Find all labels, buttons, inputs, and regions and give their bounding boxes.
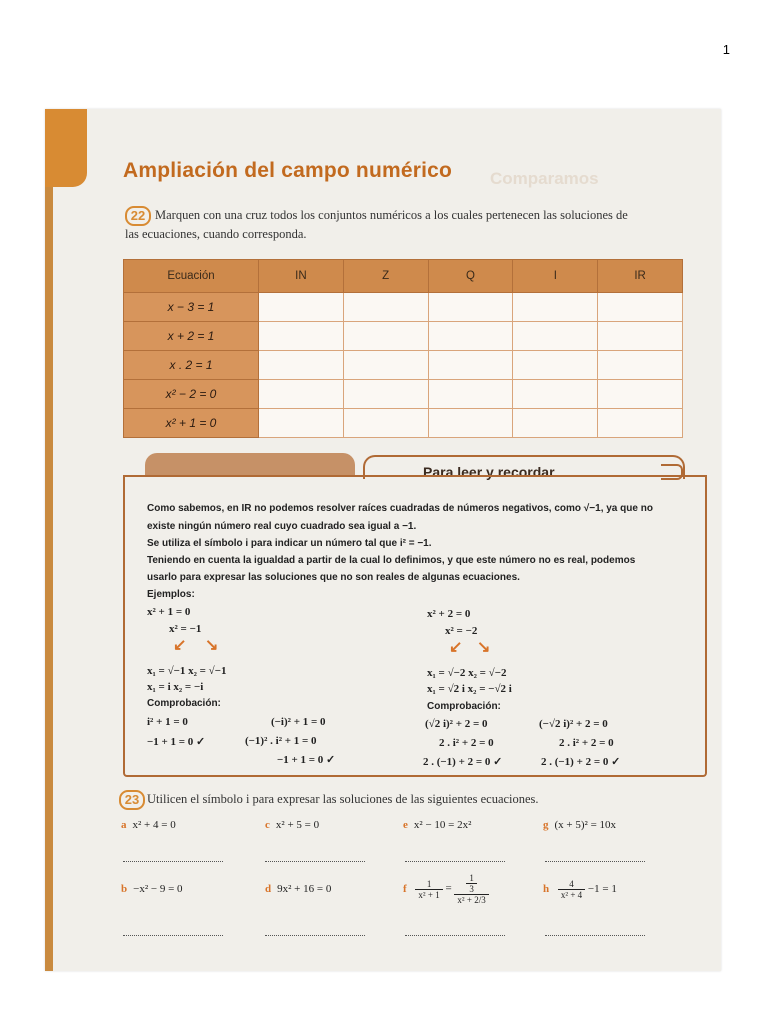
left-check-2b: (−1)² . i² + 1 = 0 <box>245 735 317 747</box>
left-example-solutions: x₁ = √−1 x₂ = √−1 <box>147 665 227 677</box>
left-check-3: −1 + 1 = 0 ✓ <box>277 754 336 766</box>
item-letter: e <box>403 819 408 831</box>
exercise-22-line2: las ecuaciones, cuando corresponda. <box>125 227 307 241</box>
table-header-row <box>124 260 683 293</box>
check-cell[interactable] <box>428 293 513 322</box>
table-row <box>124 293 683 322</box>
equation-cell: x² − 2 = 0 <box>124 380 259 409</box>
check-cell[interactable] <box>513 351 598 380</box>
check-cell[interactable] <box>259 380 344 409</box>
answer-line-a[interactable] <box>123 861 223 862</box>
header-rationals: Q <box>428 260 513 293</box>
left-example-equation: x² + 1 = 0 <box>147 606 191 618</box>
check-cell[interactable] <box>343 293 428 322</box>
item-letter: f <box>403 882 407 895</box>
right-comprobacion-label: Comprobación: <box>427 701 501 712</box>
arrow-down-left-icon: ↙ <box>173 637 187 654</box>
exercise-item-f <box>403 873 489 905</box>
check-cell[interactable] <box>513 293 598 322</box>
check-cell[interactable] <box>598 409 683 438</box>
left-comprobacion-label: Comprobación: <box>147 698 221 709</box>
header-reals: IR <box>598 260 683 293</box>
header-ecuacion: Ecuación <box>124 260 259 293</box>
equation-cell: x + 2 = 1 <box>124 322 259 351</box>
right-check-3b: 2 . (−1) + 2 = 0 ✓ <box>541 756 621 768</box>
header-integers: Z <box>343 260 428 293</box>
item-equation: 9x² + 16 = 0 <box>277 883 332 895</box>
numerator <box>454 873 488 895</box>
check-cell[interactable] <box>513 409 598 438</box>
fraction <box>454 873 488 905</box>
check-cell[interactable] <box>428 322 513 351</box>
recordar-p1a: Como sabemos, en IR no podemos resolver raíces cuadradas de números negativos, como √−1, ya que no <box>147 503 653 514</box>
answer-line-f[interactable] <box>405 935 505 936</box>
equation-cell: x² + 1 = 0 <box>124 409 259 438</box>
exercise-item <box>121 883 183 895</box>
item-equation: (x + 5)² = 10x <box>554 819 617 831</box>
check-cell[interactable] <box>513 380 598 409</box>
check-cell[interactable] <box>343 380 428 409</box>
textbook-photo <box>45 109 721 971</box>
check-cell[interactable] <box>259 409 344 438</box>
page-title: Ampliación del campo numérico <box>123 159 453 182</box>
fraction <box>415 879 442 900</box>
answer-line-g[interactable] <box>545 861 645 862</box>
header-naturals: IN <box>259 260 344 293</box>
check-cell[interactable] <box>343 322 428 351</box>
table-row <box>124 322 683 351</box>
numerator: 4 <box>558 879 585 890</box>
left-example-step: x² = −1 <box>169 623 202 635</box>
page-number: 1 <box>722 42 730 57</box>
exercise-item <box>403 819 471 831</box>
table-row <box>124 351 683 380</box>
denominator: x² + 1 <box>418 889 440 900</box>
check-cell[interactable] <box>598 380 683 409</box>
item-equation: x² + 5 = 0 <box>275 819 320 831</box>
item-letter: b <box>121 883 128 895</box>
right-example-solutions-i: x₁ = √2 i x₂ = −√2 i <box>427 683 512 695</box>
header-irrationals: I <box>513 260 598 293</box>
right-example-equation: x² + 2 = 0 <box>427 608 471 620</box>
binding-strip <box>45 109 53 971</box>
left-check-2a: −1 + 1 = 0 ✓ <box>147 736 206 748</box>
check-cell[interactable] <box>428 351 513 380</box>
recordar-p1b: existe ningún número real cuyo cuadrado sea igual a −1. <box>147 521 417 532</box>
numerator: 1 <box>466 873 477 884</box>
exercise-item <box>265 883 331 895</box>
answer-line-b[interactable] <box>123 935 223 936</box>
item-letter: d <box>265 883 272 895</box>
recordar-p3b: usarlo para expresar las soluciones que no son reales de algunas ecuaciones. <box>147 572 520 583</box>
check-cell[interactable] <box>598 293 683 322</box>
exercise-item <box>265 819 319 831</box>
equation-cell: x − 3 = 1 <box>124 293 259 322</box>
recordar-p3a: Teniendo en cuenta la igualdad a partir de la cual lo definimos, y que este número no es real, podemos <box>147 555 636 566</box>
exercise-item <box>543 819 616 831</box>
box-title: Para leer y recordar <box>423 464 555 480</box>
exercise-22-number: 22 <box>125 206 151 226</box>
check-cell[interactable] <box>259 293 344 322</box>
item-equation: −x² − 9 = 0 <box>133 883 183 895</box>
right-check-2a: 2 . i² + 2 = 0 <box>439 737 494 749</box>
right-check-2b: 2 . i² + 2 = 0 <box>559 737 614 749</box>
item-equation: x² + 4 = 0 <box>132 819 176 831</box>
denominator: x² + 4 <box>560 890 583 900</box>
check-cell[interactable] <box>259 322 344 351</box>
right-example-step: x² = −2 <box>445 625 478 637</box>
right-check-1a: (√2 i)² + 2 = 0 <box>425 718 488 730</box>
left-example-solutions-i: x₁ = i x₂ = −i <box>147 681 204 693</box>
check-cell[interactable] <box>259 351 344 380</box>
answer-line-d[interactable] <box>265 935 365 936</box>
corner-tab <box>45 109 87 187</box>
sets-table <box>123 259 683 438</box>
item-letter: h <box>543 883 550 896</box>
exercise-item <box>121 819 176 831</box>
check-cell[interactable] <box>598 351 683 380</box>
exercise-item-h <box>543 879 617 900</box>
arrow-down-left-icon: ↙ <box>449 639 463 656</box>
arrow-down-right-icon: ↘ <box>477 639 491 656</box>
answer-line-h[interactable] <box>545 935 645 936</box>
arrow-down-right-icon: ↘ <box>205 637 219 654</box>
answer-line-e[interactable] <box>405 861 505 862</box>
right-check-3a: 2 . (−1) + 2 = 0 ✓ <box>423 756 503 768</box>
check-cell[interactable] <box>428 409 513 438</box>
item-letter: c <box>265 819 270 831</box>
fraction <box>466 873 477 894</box>
fraction <box>558 879 585 900</box>
answer-line-c[interactable] <box>265 861 365 862</box>
left-check-1b: (−i)² + 1 = 0 <box>271 716 326 728</box>
table-row <box>124 380 683 409</box>
check-cell[interactable] <box>343 351 428 380</box>
check-cell[interactable] <box>343 409 428 438</box>
equals-sign: = <box>445 882 452 895</box>
box-tab-decoration <box>145 453 355 475</box>
denominator: x² + 2/3 <box>457 895 486 905</box>
denominator: 3 <box>469 884 474 894</box>
table-row <box>124 409 683 438</box>
ejemplos-label: Ejemplos: <box>147 589 195 600</box>
recordar-p2: Se utiliza el símbolo i para indicar un número tal que i² = −1. <box>147 538 432 549</box>
item-equation-rest: −1 = 1 <box>587 883 617 896</box>
exercise-23-text: Utilicen el símbolo i para expresar las soluciones de las siguientes ecuaciones. <box>147 792 539 806</box>
right-check-1b: (−√2 i)² + 2 = 0 <box>539 718 608 730</box>
item-equation: x² − 10 = 2x² <box>413 819 472 831</box>
right-example-solutions: x₁ = √−2 x₂ = √−2 <box>427 667 507 679</box>
numerator: 1 <box>415 879 442 890</box>
check-cell[interactable] <box>598 322 683 351</box>
equation-cell: x . 2 = 1 <box>124 351 259 380</box>
check-cell[interactable] <box>428 380 513 409</box>
exercise-23-number: 23 <box>119 790 145 810</box>
item-letter: g <box>543 819 549 831</box>
left-check-1a: i² + 1 = 0 <box>147 716 188 728</box>
show-through-text: Comparamos <box>490 169 599 188</box>
exercise-22-line1: Marquen con una cruz todos los conjuntos numéricos a los cuales pertenecen las soluciones de <box>155 208 628 222</box>
check-cell[interactable] <box>513 322 598 351</box>
item-letter: a <box>121 819 127 831</box>
